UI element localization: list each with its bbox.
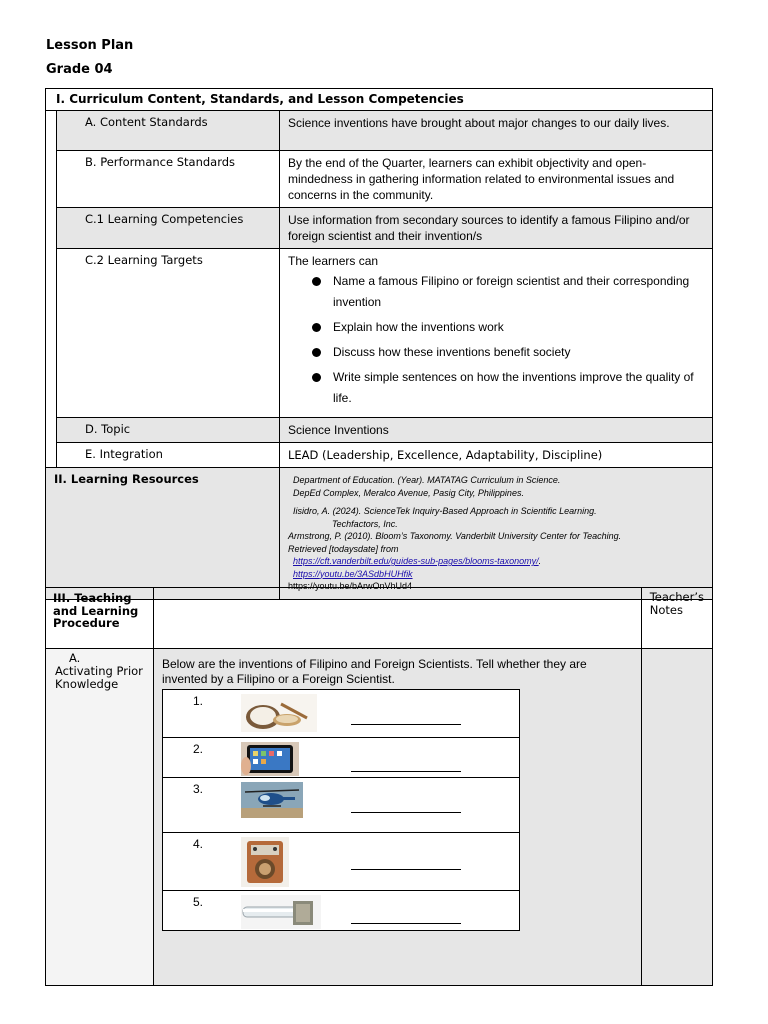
grade-label: Grade 04	[46, 62, 113, 77]
learning-targets-intro: The learners can	[288, 254, 379, 268]
resource-link[interactable]: https://cft.vanderbilt.edu/guides-sub-pages/blooms-taxonomy/	[293, 556, 539, 566]
answer-blank[interactable]	[351, 724, 461, 725]
invention-items-table	[162, 689, 520, 931]
topic-text: Science Inventions	[280, 418, 713, 443]
content-standards-label: A. Content Standards	[57, 111, 280, 151]
section3-heading: III. Teaching and Learning Procedure	[46, 588, 154, 649]
answer-blank[interactable]	[351, 923, 461, 924]
learning-targets-cell	[280, 249, 713, 418]
item-number: 3.	[193, 782, 204, 796]
performance-standards-label: B. Performance Standards	[57, 151, 280, 208]
item-number: 4.	[193, 837, 204, 851]
learning-targets-label: C.2 Learning Targets	[57, 249, 280, 418]
learning-competencies-label: C.1 Learning Competencies	[57, 208, 280, 249]
activity-letter: A.	[69, 651, 81, 665]
integration-text: LEAD (Leadership, Excellence, Adaptability, Discipline)	[280, 443, 713, 468]
learning-target-item: Name a famous Filipino or foreign scientist and their corresponding invention	[312, 271, 704, 313]
reference-text: Iisidro, A. (2024). ScienceTek Inquiry-Based Approach in Scientific Learning.	[293, 506, 597, 516]
answer-blank[interactable]	[351, 869, 461, 870]
reference-text: Retrieved [todaysdate] from	[288, 543, 399, 554]
reference-text: Techfactors, Inc.	[332, 518, 398, 529]
activity-instruction: Below are the inventions of Filipino and Foreign Scientists. Tell whether they are invented by a Filipino or a Foreign Scientist.	[162, 657, 587, 686]
activity-content	[154, 649, 642, 986]
radio-image	[241, 837, 289, 887]
reference-text: Department of Education. (Year). MATATAG Curriculum in Science.	[293, 475, 561, 485]
teaching-procedure-table	[45, 587, 713, 986]
resource-url-text: https://youtu.be/bArwOnVhUd4	[288, 581, 413, 591]
topic-label: D. Topic	[57, 418, 280, 443]
section1-heading: I. Curriculum Content, Standards, and Lesson Competencies	[46, 89, 713, 111]
item-number: 1.	[193, 694, 204, 708]
invention-item	[163, 690, 520, 738]
teachers-notes-cell[interactable]	[641, 649, 712, 986]
teachers-notes-heading: Teacher’s Notes	[641, 588, 712, 649]
helicopter-image	[241, 782, 303, 818]
tablet-image	[241, 742, 299, 776]
invention-item	[163, 778, 520, 833]
activity-name: Activating Prior Knowledge	[55, 664, 143, 691]
activating-prior-knowledge-label	[46, 649, 154, 986]
section2-heading: II. Learning Resources	[46, 468, 280, 600]
learning-target-item: Write simple sentences on how the inventions improve the quality of life.	[312, 367, 704, 409]
invention-item	[163, 891, 520, 931]
reference-text: DepEd Complex, Meralco Avenue, Pasig City, Philippines.	[293, 487, 524, 498]
learning-target-item: Explain how the inventions work	[312, 317, 704, 338]
item-number: 5.	[193, 895, 204, 909]
learning-targets-list	[288, 271, 704, 409]
curriculum-table	[45, 88, 713, 600]
content-standards-text: Science inventions have brought about major changes to our daily lives.	[280, 111, 713, 151]
learning-competencies-text: Use information from secondary sources to identify a famous Filipino and/or foreign scientist and their invention/s	[280, 208, 713, 249]
item-number: 2.	[193, 742, 204, 756]
invention-item	[163, 833, 520, 891]
resource-link[interactable]: https://youtu.be/3ASdbHUHfik	[293, 568, 413, 579]
indent-spacer	[46, 111, 57, 468]
answer-blank[interactable]	[351, 771, 461, 772]
page-title: Lesson Plan	[46, 38, 134, 53]
learning-target-item: Discuss how these inventions benefit society	[312, 342, 704, 363]
fluorescent-lamp-image	[241, 895, 321, 929]
invention-item	[163, 738, 520, 778]
coconut-image	[241, 694, 317, 732]
answer-blank[interactable]	[351, 812, 461, 813]
procedure-header-blank	[154, 588, 642, 649]
link-suffix: .	[538, 556, 542, 566]
performance-standards-text: By the end of the Quarter, learners can exhibit objectivity and open-mindedness in gathering information related to environmental issues and concerns in the community.	[280, 151, 713, 208]
integration-label: E. Integration	[57, 443, 280, 468]
learning-resources-list	[280, 468, 713, 600]
reference-text: Armstrong, P. (2010). Bloom’s Taxonomy. Vanderbilt University Center for Teaching.	[288, 531, 622, 541]
